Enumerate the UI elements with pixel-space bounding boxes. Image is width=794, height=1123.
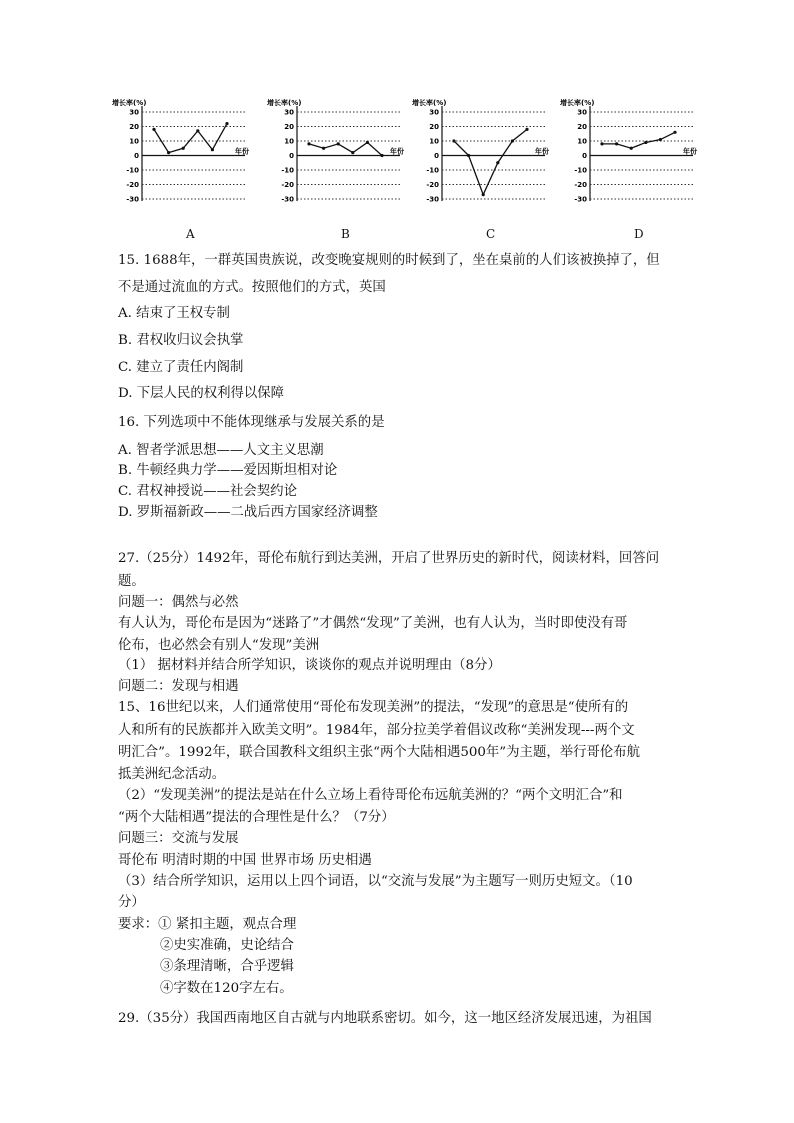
y-tick-label: -10 — [426, 166, 439, 175]
y-tick-label: 20 — [129, 123, 139, 131]
chart-d — [558, 96, 697, 246]
y-tick-label: -30 — [574, 195, 587, 204]
y-tick-label: 0 — [289, 152, 294, 160]
chart-option-letter: B — [341, 227, 350, 241]
chart-svg — [410, 96, 549, 246]
y-tick-label: -20 — [574, 181, 587, 189]
y-tick-label: 10 — [577, 137, 587, 146]
chart-option-letter: C — [486, 227, 496, 241]
data-point — [211, 148, 214, 151]
data-point — [525, 128, 528, 131]
x-axis-label: 年份 — [683, 147, 697, 156]
q27-problem1-title: 问题一：偶然与必然 — [118, 595, 239, 610]
data-point — [380, 154, 383, 157]
growth-rate-charts — [110, 96, 710, 246]
y-tick-label: -10 — [574, 166, 587, 175]
q16-option-a: A. 智者学派思想——人文主义思潮 — [118, 443, 324, 458]
q27-requirement-2: ②史实准确，史论结合 — [160, 938, 294, 953]
q16-option-d: D. 罗斯福新政——二战后西方国家经济调整 — [118, 505, 378, 520]
series-line — [602, 132, 675, 148]
q16-stem: 16. 下列选项中不能体现继承与发展关系的是 — [118, 415, 385, 430]
y-tick-label: -10 — [126, 166, 139, 175]
data-point — [337, 142, 340, 145]
q15-stem-line1: 15. 1688年，一群英国贵族说，改变晚宴规则的时候到了，坐在桌前的人们该被换掉了，但 — [118, 253, 660, 268]
q27-problem3-words: 哥伦布 明清时期的中国 世界市场 历史相遇 — [118, 853, 372, 868]
y-tick-label: 20 — [577, 123, 587, 131]
q27-question2-line1: （2）“发现美洲”的提法是站在什么立场上看待哥伦布远航美洲的？“两个文明汇合”和 — [118, 788, 623, 803]
y-tick-label: 0 — [582, 152, 587, 160]
q27-problem3-title: 问题三：交流与发展 — [118, 831, 239, 846]
y-tick-label: -10 — [281, 166, 294, 175]
data-point — [644, 141, 647, 144]
data-point — [182, 147, 185, 150]
data-point — [225, 122, 228, 125]
chart-c — [410, 96, 549, 246]
data-point — [307, 142, 310, 145]
y-axis-label: 增长率(%) — [267, 99, 302, 107]
y-axis-label: 增长率(%) — [112, 99, 147, 107]
data-point — [152, 128, 155, 131]
q27-problem1-text1: 有人认为，哥伦布是因为“迷路了”才偶然“发现”了美洲，也有人认为，当时即使没有哥 — [118, 616, 628, 631]
data-point — [673, 131, 676, 134]
q27-stem-line2: 题。 — [118, 574, 145, 589]
q27-question2-line2: “两个大陆相遇”提法的合理性是什么？（7分） — [118, 810, 395, 825]
q27-requirement-3: ③条理清晰，合乎逻辑 — [160, 959, 294, 974]
y-axis-label: 增长率(%) — [412, 99, 447, 107]
q16-option-c: C. 君权神授说——社会契约论 — [118, 484, 297, 499]
y-tick-label: -30 — [426, 195, 439, 204]
data-point — [467, 154, 470, 157]
chart-option-letter: D — [634, 227, 644, 241]
chart-option-letter: A — [186, 227, 195, 241]
x-axis-label: 年份 — [235, 147, 249, 156]
data-point — [630, 147, 633, 150]
data-point — [452, 139, 455, 142]
data-point — [511, 139, 514, 142]
q16-option-b: B. 牛顿经典力学——爱因斯坦相对论 — [118, 463, 338, 478]
x-axis-label: 年份 — [535, 147, 549, 156]
q27-problem1-text2: 伦布，也必然会有别人“发现”美洲 — [118, 638, 320, 653]
data-point — [496, 161, 499, 164]
y-tick-label: -30 — [126, 195, 139, 204]
q15-option-c: C. 建立了责任内阁制 — [118, 360, 244, 375]
y-tick-label: 0 — [434, 152, 439, 160]
q27-question3-line1: （3）结合所学知识，运用以上四个词语，以“交流与发展”为主题写一则历史短文。（10 — [118, 874, 633, 889]
q27-problem2-text1: 15、16世纪以来，人们通常使用“哥伦布发现美洲”的提法，“发现”的意思是“使所有的 — [118, 700, 629, 715]
y-tick-label: 10 — [129, 137, 139, 146]
data-point — [659, 138, 662, 141]
q27-requirement-1: 要求：① 紧扣主题，观点合理 — [118, 917, 297, 932]
q27-stem-line1: 27.（25分）1492年，哥伦布航行到达美洲，开启了世界历史的新时代，阅读材料，回答问 — [118, 551, 660, 566]
y-tick-label: 30 — [284, 108, 294, 117]
y-tick-label: 10 — [429, 137, 439, 146]
q27-problem2-title: 问题二：发现与相遇 — [118, 679, 239, 694]
q15-option-b: B. 君权收归议会执掌 — [118, 333, 244, 348]
y-tick-label: 30 — [129, 108, 139, 117]
y-axis-label: 增长率(%) — [560, 99, 595, 107]
chart-b — [265, 96, 404, 246]
q15-option-d: D. 下层人民的权利得以保障 — [118, 386, 285, 401]
chart-svg — [110, 96, 249, 246]
q15-option-a: A. 结束了王权专制 — [118, 306, 230, 321]
data-point — [615, 142, 618, 145]
y-tick-label: -20 — [281, 181, 294, 189]
y-tick-label: -20 — [426, 181, 439, 189]
data-point — [167, 151, 170, 154]
y-tick-label: 30 — [577, 108, 587, 117]
q27-question3-line2: 分） — [118, 895, 145, 910]
data-point — [366, 141, 369, 144]
y-tick-label: -20 — [126, 181, 139, 189]
x-axis-label: 年份 — [390, 147, 404, 156]
q15-stem-line2: 不是通过流血的方式。按照他们的方式，英国 — [118, 280, 386, 295]
q27-question1: （1） 据材料并结合所学知识，谈谈你的观点并说明理由（8分） — [118, 658, 501, 673]
y-tick-label: 30 — [429, 108, 439, 117]
data-point — [322, 147, 325, 150]
q29-stem: 29.（35分）我国西南地区自古就与内地联系密切。如今，这一地区经济发展迅速，为祖国 — [118, 1011, 652, 1026]
chart-svg — [265, 96, 404, 246]
q27-problem2-text3: 明汇合”。1992年，联合国教科文组织主张“两个大陆相遇500年”为主题，举行哥伦布航 — [118, 745, 641, 760]
y-tick-label: -30 — [281, 195, 294, 204]
y-tick-label: 20 — [429, 123, 439, 131]
data-point — [351, 151, 354, 154]
series-line — [309, 142, 382, 155]
data-point — [600, 142, 603, 145]
data-point — [196, 129, 199, 132]
y-tick-label: 0 — [134, 152, 139, 160]
q27-problem2-text4: 抵美洲纪念活动。 — [118, 767, 226, 782]
q27-requirement-4: ④字数在120字左右。 — [160, 981, 293, 996]
y-tick-label: 20 — [284, 123, 294, 131]
series-line — [154, 124, 227, 153]
data-point — [482, 193, 485, 196]
chart-a — [110, 96, 249, 246]
chart-svg — [558, 96, 697, 246]
y-tick-label: 10 — [284, 137, 294, 146]
q27-problem2-text2: 人和所有的民族都并入欧美文明”。1984年，部分拉美学着倡议改称“美洲发现---两个文 — [118, 723, 635, 738]
